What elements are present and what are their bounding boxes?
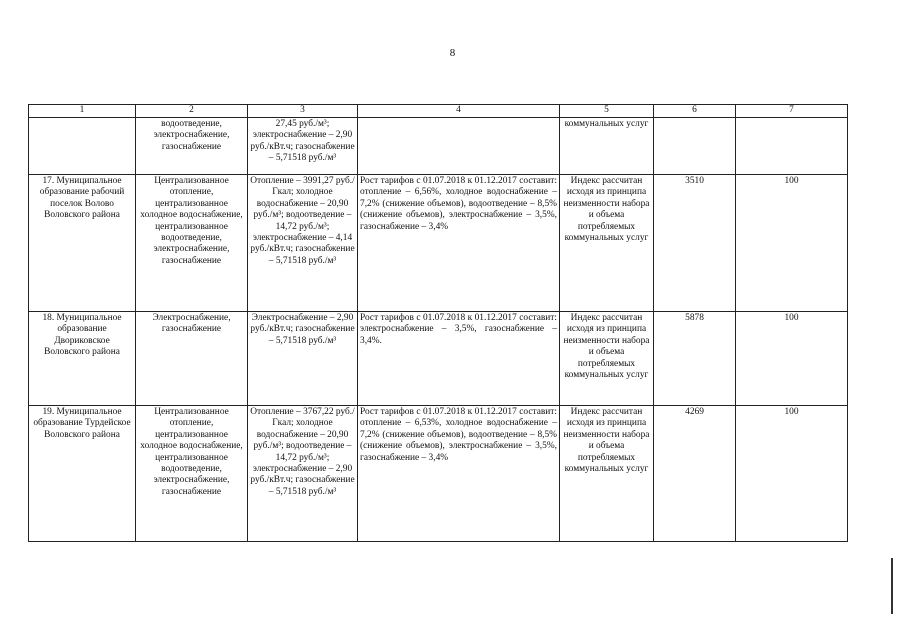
services-cell: Электроснабжение, газоснабжение xyxy=(136,312,248,406)
table-row xyxy=(29,118,848,175)
table-row xyxy=(29,406,848,542)
header-cell-5: 5 xyxy=(560,105,654,118)
table-row xyxy=(29,175,848,312)
percent-cell: 100 xyxy=(736,312,848,406)
scan-edge-mark xyxy=(891,558,893,614)
value-cell: 3510 xyxy=(654,175,736,312)
municipality-cell: 19. Муниципальное образование Турдейское Воловского района xyxy=(29,406,136,542)
header-cell-4: 4 xyxy=(358,105,560,118)
index-note-cell: Индекс рассчитан исходя из принципа неизменности набора и объема потребляемых коммунальных услуг xyxy=(560,175,654,312)
value-cell: 5878 xyxy=(654,312,736,406)
index-note-cell: Индекс рассчитан исходя из принципа неизменности набора и объема потребляемых коммунальных услуг xyxy=(560,406,654,542)
page-number: 8 xyxy=(449,47,456,59)
growth-cell: Рост тарифов с 01.07.2018 к 01.12.2017 составит: отопление – 6,53%, холодное водоснабжение – 7,2% (снижение объемов), водоотведение – 8,5% (снижение объемов), электроснабжение – 3,5%, газоснабжение – 3,4% xyxy=(358,406,560,542)
index-note-cell: Индекс рассчитан исходя из принципа неизменности набора и объема потребляемых коммунальных услуг xyxy=(560,312,654,406)
index-note-cell: коммунальных услуг xyxy=(560,118,654,175)
growth-cell xyxy=(358,118,560,175)
tariff-table xyxy=(28,104,848,542)
header-cell-1: 1 xyxy=(29,105,136,118)
municipality-cell xyxy=(29,118,136,175)
table-row xyxy=(29,312,848,406)
municipality-cell: 17. Муниципальное образование рабочий поселок Волово Воловского района xyxy=(29,175,136,312)
header-cell-3: 3 xyxy=(248,105,358,118)
services-cell: водоотведение, электроснабжение, газоснабжение xyxy=(136,118,248,175)
percent-cell: 100 xyxy=(736,406,848,542)
tariffs-cell: 27,45 руб./м³; электроснабжение – 2,90 руб./кВт.ч; газоснабжение – 5,71518 руб./м³ xyxy=(248,118,358,175)
value-cell: 4269 xyxy=(654,406,736,542)
services-cell: Централизованное отопление, централизованное холодное водоснабжение, централизованное водоотведение, электроснабжение, газоснабжение xyxy=(136,175,248,312)
growth-cell: Рост тарифов с 01.07.2018 к 01.12.2017 составит: отопление – 6,56%, холодное водоснабжение – 7,2% (снижение объемов), водоотведение – 8,5% (снижение объемов), электроснабжение – 3,5%, газоснабжение – 3,4% xyxy=(358,175,560,312)
header-cell-6: 6 xyxy=(654,105,736,118)
percent-cell: 100 xyxy=(736,175,848,312)
value-cell xyxy=(654,118,736,175)
tariffs-cell: Отопление – 3991,27 руб./Гкал; холодное водоснабжение – 20,90 руб./м³; водоотведение – 14,72 руб./м³; электроснабжение – 4,14 руб./кВт.ч; газоснабжение – 5,71518 руб./м³ xyxy=(248,175,358,312)
tariffs-cell: Электроснабжение – 2,90 руб./кВт.ч; газоснабжение – 5,71518 руб./м³ xyxy=(248,312,358,406)
header-cell-7: 7 xyxy=(736,105,848,118)
growth-cell: Рост тарифов с 01.07.2018 к 01.12.2017 составит: электроснабжение – 3,5%, газоснабжение – 3,4%. xyxy=(358,312,560,406)
header-cell-2: 2 xyxy=(136,105,248,118)
services-cell: Централизованное отопление, централизованное холодное водоснабжение, централизованное водоотведение, электроснабжение, газоснабжение xyxy=(136,406,248,542)
tariffs-cell: Отопление – 3767,22 руб./Гкал; холодное водоснабжение – 20,90 руб./м³; водоотведение – 14,72 руб./м³; электроснабжение – 2,90 руб./кВт.ч; газоснабжение – 5,71518 руб./м³ xyxy=(248,406,358,542)
municipality-cell: 18. Муниципальное образование Двориковское Воловского района xyxy=(29,312,136,406)
header-row xyxy=(29,105,848,118)
percent-cell xyxy=(736,118,848,175)
